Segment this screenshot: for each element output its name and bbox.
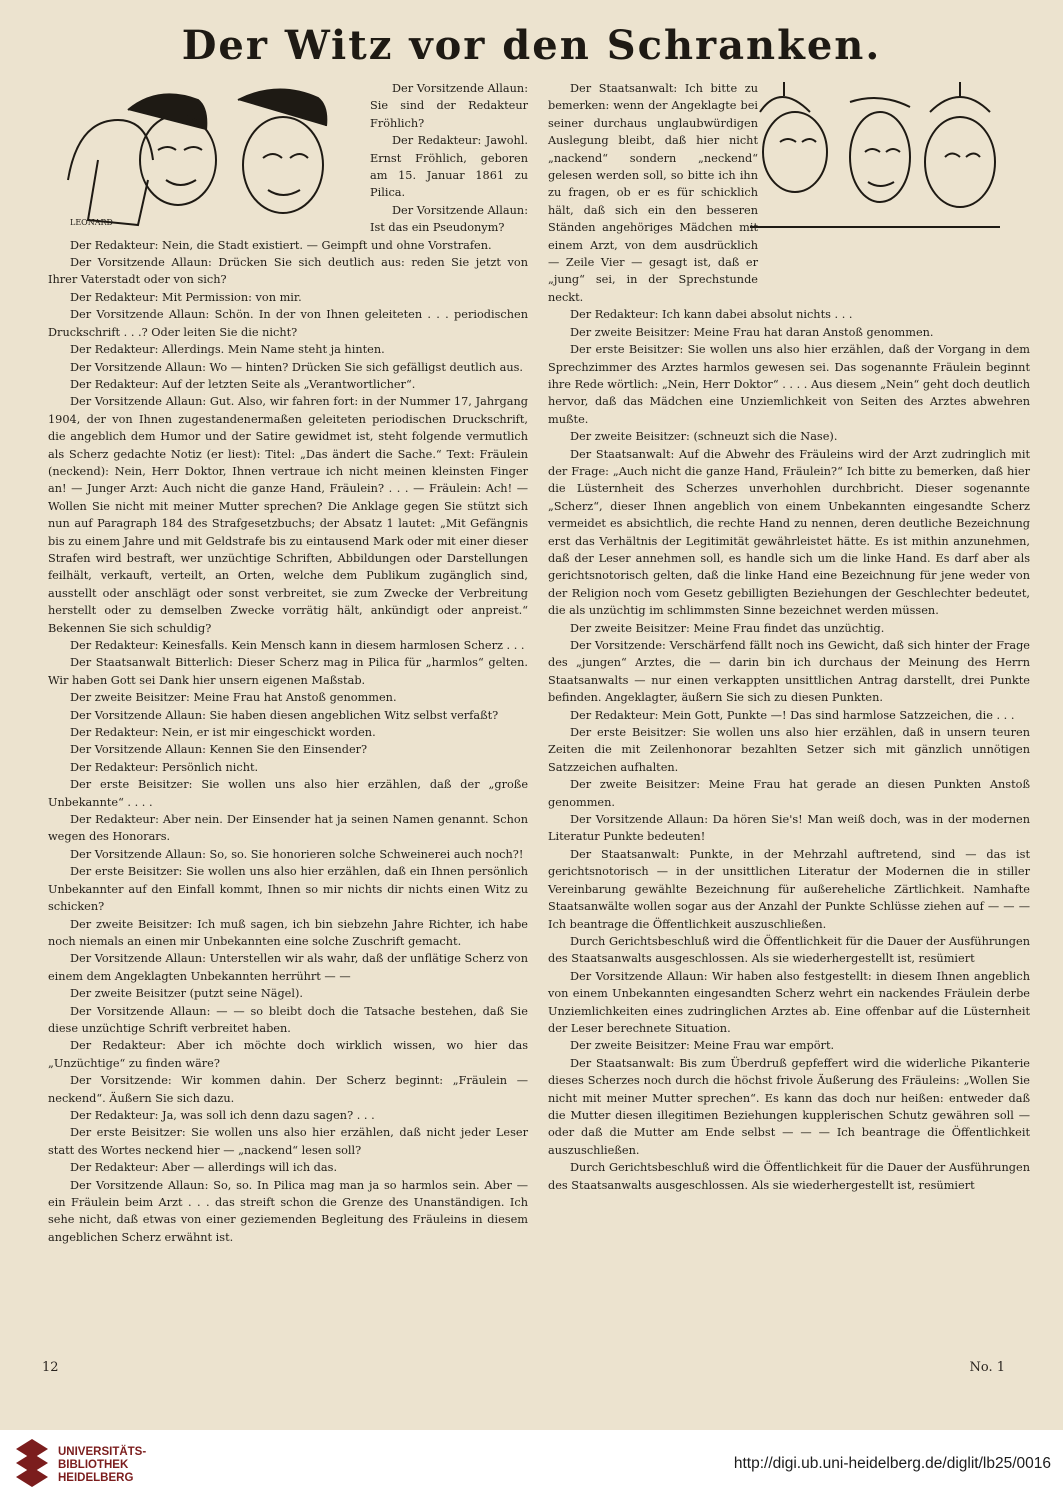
paragraph: Der zweite Beisitzer (putzt seine Nägel). — [70, 987, 303, 1001]
paragraph: Der Redakteur: Allerdings. Mein Name steht ja hinten. — [70, 343, 385, 357]
paragraph: Der Redakteur: Keinesfalls. Kein Mensch kann in diesem harmlosen Scherz . . . — [70, 639, 525, 652]
paragraph: Der Redakteur: Mein Gott, Punkte —! Das sind harmlose Satzzeichen, die . . . — [570, 708, 1015, 722]
paragraph: Der zweite Beisitzer: Meine Frau war empört. — [570, 1039, 835, 1053]
paragraph: Der Redakteur: Nein, die Stadt existiert. — Geimpft und ohne Vorstrafen. — [70, 238, 492, 252]
paragraph: Der Vorsitzende Allaun: — — so bleibt doch die Tatsache bestehen, daß Sie diese unzüchtige Schrift verbreitet haben. — [48, 1004, 528, 1035]
left-text-column — [48, 80, 528, 1246]
paragraph: Der Vorsitzende Allaun: Gut. Also, wir fahren fort: in der Nummer 17, Jahrgang 1904, der von Ihnen zugestandenermaßen geleiteten periodischen Druckschrift, die angeblich dem Humor und der Satire gewidmet ist, steht folgende vermutlich als Scherz gedachte Notiz (er liest): Titel: „Das ändert die Sache.“ Text: Fräulein (neckend): Nein, Herr Doktor, Ihnen vertraue ich nicht meinen kleinsten Finger an! — Junger Arzt: Auch nicht die ganze Hand, Fräulein? . . . — Fräulein: Ach! — Wollen Sie nicht mit meiner Mutter sprechen? Die Anklage gegen Sie stützt sich nun auf Paragraph 184 des Strafgesetzbuchs; der Absatz 1 lautet: „Mit Gefängnis bis zu einem Jahre und mit Geldstrafe bis zu eintausend Mark oder mit einer dieser Strafen wird bestraft, wer unzüchtige Schriften, Abbildungen oder Darstellungen feilhält, verkauft, verteilt, an Orten, welche dem Publikum zugänglich sind, ausstellt oder anschlägt oder sonst verbreitet, sie zum Zwecke der Verbreitung herstellt oder zu demselben Zwecke vorrätig hält, ankündigt oder anpreist.“ Bekennen Sie sich schuldig? — [48, 395, 528, 635]
library-crest-icon — [14, 1437, 50, 1491]
paragraph: Der Vorsitzende Allaun: Unterstellen wir als wahr, daß der unflätige Scherz von einem dem Angeklagten Unbekannten herrührt — — — [48, 952, 528, 983]
issue-number: No. 1 — [969, 1360, 1005, 1375]
library-line: BIBLIOTHEK — [58, 1459, 129, 1471]
left-intro-block — [370, 80, 528, 237]
paragraph: Der zweite Beisitzer: (schneuzt sich die Nase). — [570, 430, 838, 444]
paragraph: Der Vorsitzende Allaun: So, so. Sie honorieren solche Schweinerei auch noch?! — [70, 847, 524, 861]
right-text-column — [548, 80, 1030, 1194]
paragraph: Der zweite Beisitzer: Meine Frau hat Anstoß genommen. — [70, 691, 397, 705]
paragraph: Der zweite Beisitzer: Meine Frau hat gerade an diesen Punkten Anstoß genommen. — [548, 778, 1030, 809]
paragraph: Der Redakteur: Persönlich nicht. — [70, 760, 259, 774]
paragraph: Der erste Beisitzer: Sie wollen uns also hier erzählen, daß der „große Unbekannte“ . . . . — [48, 778, 528, 809]
paragraph: Der erste Beisitzer: Sie wollen uns also hier erzählen, daß ein Ihnen persönlich Unbekannter auf den Einfall kommt, Ihnen so mir nichts dir nichts einen Witz zu schicken? — [48, 865, 528, 914]
paragraph: Der Staatsanwalt: Bis zum Überdruß gepfeffert wird die widerliche Pikanterie dieses Scherzes noch durch die höchst frivole Äußerung des Fräuleins: „Wollen Sie nicht mit meiner Mutter sprechen“. Es kann das doch nur heißen: entweder daß die Mutter diesen illegitimen Beziehungen kupplerischen Schutz gewähren soll — oder daß die Mutter am Ende selbst — — — Ich beantrage die Öffentlichkeit auszuschließen. — [548, 1056, 1030, 1157]
paragraph: Der Vorsitzende Allaun: Drücken Sie sich deutlich aus: reden Sie jetzt von Ihrer Vaterstadt oder von sich? — [48, 256, 528, 287]
paragraph: Der Redakteur: Aber ich möchte doch wirklich wissen, wo hier das „Unzüchtige“ zu finden wäre? — [48, 1039, 528, 1070]
paragraph: Der Vorsitzende Allaun: Kennen Sie den Einsender? — [70, 743, 368, 757]
page-number: 12 — [42, 1360, 59, 1375]
paragraph: Durch Gerichtsbeschluß wird die Öffentlichkeit für die Dauer der Ausführungen des Staatsanwalts ausgeschlossen. Als sie wiederhergestellt ist, resümiert — [548, 1161, 1030, 1192]
paragraph: Der zweite Beisitzer: Meine Frau hat daran Anstoß genommen. — [570, 325, 934, 339]
library-line: UNIVERSITÄTS- — [58, 1446, 147, 1458]
paragraph: Der Staatsanwalt: Ich bitte zu bemerken: wenn der Angeklagte bei seiner durchaus unglaubwürdigen Auslegung bleibt, daß hier nicht „nackend“ sondern „neckend“ gelesen werden soll, so bitte ich ihn zu fragen, ob er es für schicklich hält, daß sich ein den besseren Ständen angehöriges Mädchen mit einem Arzt, von dem ausdrücklich — Zeile Vier — gesagt ist, daß er „jung“ sei, in der Sprechstunde neckt. — [548, 82, 758, 304]
paragraph: Der Vorsitzende Allaun: Sie sind der Redakteur Fröhlich? — [370, 82, 528, 130]
paragraph: Der zweite Beisitzer: Meine Frau findet das unzüchtig. — [570, 621, 885, 635]
paragraph: Der Redakteur: Aber — allerdings will ich das. — [70, 1161, 338, 1175]
paragraph: Der Vorsitzende: Verschärfend fällt noch ins Gewicht, daß sich hinter der Frage des „jungen“ Arztes, die — darin bin ich durchaus der Meinung des Herrn Staatsanwalts — nur einen verkappten unsittlichen Antrag darstellt, drei Punkte befinden. Angeklagter, äußern Sie sich zu diesen Punkten. — [548, 639, 1030, 705]
paragraph: Der Redakteur: Ja, was soll ich denn dazu sagen? . . . — [70, 1108, 375, 1122]
paragraph: Der zweite Beisitzer: Ich muß sagen, ich bin siebzehn Jahre Richter, ich habe noch niemals an einen mir Unbekannten eine solche Zuschrift gemacht. — [48, 917, 528, 948]
paragraph: Der Vorsitzende Allaun: Sie haben diesen angeblichen Witz selbst verfaßt? — [70, 708, 499, 722]
illustration-signature: LEONARD — [70, 218, 113, 227]
paragraph: Der erste Beisitzer: Sie wollen uns also hier erzählen, daß in unsern teuren Zeiten die mit Zeilenhonorar bezahlten Setzer sich mit gänzlich unnötigen Satzzeichen aufhalten. — [548, 726, 1030, 774]
paragraph: Der Redakteur: Ich kann dabei absolut nichts . . . — [570, 308, 853, 322]
paragraph: Der Redakteur: Mit Permission: von mir. — [70, 290, 302, 304]
paragraph: Der Vorsitzende Allaun: So, so. In Pilica mag man ja so harmlos sein. Aber — ein Fräulein beim Arzt . . . das streift schon die Grenze des Unanständigen. Ich sehe nicht, daß etwas von einer geziemenden Begleitung des Fräuleins in diesem angeblichen Scherz erwähnt ist. — [48, 1178, 528, 1244]
article-title: Der Witz vor den Schranken. — [181, 22, 882, 69]
library-logo-icon[interactable] — [14, 1437, 50, 1491]
paragraph: Der Redakteur: Auf der letzten Seite als „Verantwortlicher“. — [70, 377, 416, 391]
paragraph: Der Vorsitzende Allaun: Da hören Sie's! Man weiß doch, was in der modernen Literatur Punkte bedeuten! — [548, 813, 1030, 844]
library-name[interactable] — [58, 1446, 146, 1485]
paragraph: Der Staatsanwalt Bitterlich: Dieser Scherz mag in Pilica für „harmlos“ gelten. Wir haben Gott sei Dank hier unsern eigenen Maßstab. — [48, 656, 528, 687]
permalink-url[interactable]: http://digi.ub.uni-heidelberg.de/diglit/lb25/0016 — [733, 1455, 1051, 1472]
right-intro-block — [548, 80, 758, 306]
paragraph: Der erste Beisitzer: Sie wollen uns also hier erzählen, daß nicht jeder Leser statt des Wortes neckend hier — „nackend“ lesen soll? — [48, 1126, 528, 1157]
paragraph: Der Staatsanwalt: Auf die Abwehr des Fräuleins wird der Arzt zudringlich mit der Frage: „Auch nicht die ganze Hand, Fräulein?“ Ich bitte zu bemerken, daß hier die Lüsternheit des Scherzes unverhohlen durchbricht. Dieser sogenannte „Scherz“, dieser Ihnen angeblich von einem Unbekannten eingesandte Scherz vermeidet es absichtlich, die rechte Hand zu nennen, deren deutliche Bezeichnung erst das Verhältnis der Legitimität gewährleistet hätte. Es ist mithin anzunehmen, daß der Leser annehmen soll, es handle sich um die linke Hand. Es darf aber als gerichtsnotorisch gelten, daß die linke Hand eine Bezeichnung für jene weder von der Religion noch vom Gesetz gebilligten Beziehungen der Geschlechter bedeutet, die als unzüchtig im schlimmsten Sinne bezeichnet werden müssen. — [548, 447, 1030, 618]
library-line: HEIDELBERG — [58, 1472, 134, 1484]
paragraph: Der Vorsitzende Allaun: Ist das ein Pseudonym? — [370, 203, 528, 235]
paragraph: Der Redakteur: Jawohl. Ernst Fröhlich, geboren am 15. Januar 1861 zu Pilica. — [370, 134, 528, 200]
paragraph: Der erste Beisitzer: Sie wollen uns also hier erzählen, daß der Vorgang in dem Sprechzimmer des Arztes harmlos gewesen sei. Das sogenannte Fräulein beginnt ihre Rede wörtlich: „Nein, Herr Doktor“ . . . . Aus diesem „Nein“ geht doch deutlich hervor, daß das Mädchen eine Unziemlichkeit von Seiten des Arztes abwehren mußte. — [548, 343, 1030, 426]
paragraph: Der Vorsitzende Allaun: Wir haben also festgestellt: in diesem Ihnen angeblich von einem Unbekannten eingesandten Scherz wehrt ein nackendes Fräulein derbe Unziemlichkeiten eines zudringlichen Arztes ab. Eine offenbar auf die Lüsternheit der Leser berechnete Situation. — [548, 969, 1030, 1035]
paragraph: Der Staatsanwalt: Punkte, in der Mehrzahl auftretend, sind — das ist gerichtsnotorisch — in der unsittlichen Literatur der Modernen die in stiller Vereinbarung gewählte Bezeichnung für außereheliche Zärtlichkeit. Namhafte Staatsanwälte wollen sogar aus der Anzahl der Punkte Schlüsse ziehen auf — — — Ich beantrage die Öffentlichkeit auszuschließen. — [548, 847, 1030, 931]
paragraph: Der Redakteur: Nein, er ist mir eingeschickt worden. — [70, 726, 376, 740]
paragraph: Durch Gerichtsbeschluß wird die Öffentlichkeit für die Dauer der Ausführungen des Staatsanwalts ausgeschlossen. Als sie wiederhergestellt ist, resümiert — [548, 934, 1030, 966]
paragraph: Der Vorsitzende Allaun: Schön. In der von Ihnen geleiteten . . . periodischen Druckschrift . . .? Oder leiten Sie die nicht? — [48, 308, 528, 339]
paragraph: Der Vorsitzende Allaun: Wo — hinten? Drücken Sie sich gefälligst deutlich aus. — [70, 360, 524, 374]
paragraph: Der Vorsitzende: Wir kommen dahin. Der Scherz beginnt: „Fräulein — neckend“. Äußern Sie sich dazu. — [48, 1074, 528, 1105]
paragraph: Der Redakteur: Aber nein. Der Einsender hat ja seinen Namen genannt. Schon wegen des Honorars. — [48, 813, 528, 844]
